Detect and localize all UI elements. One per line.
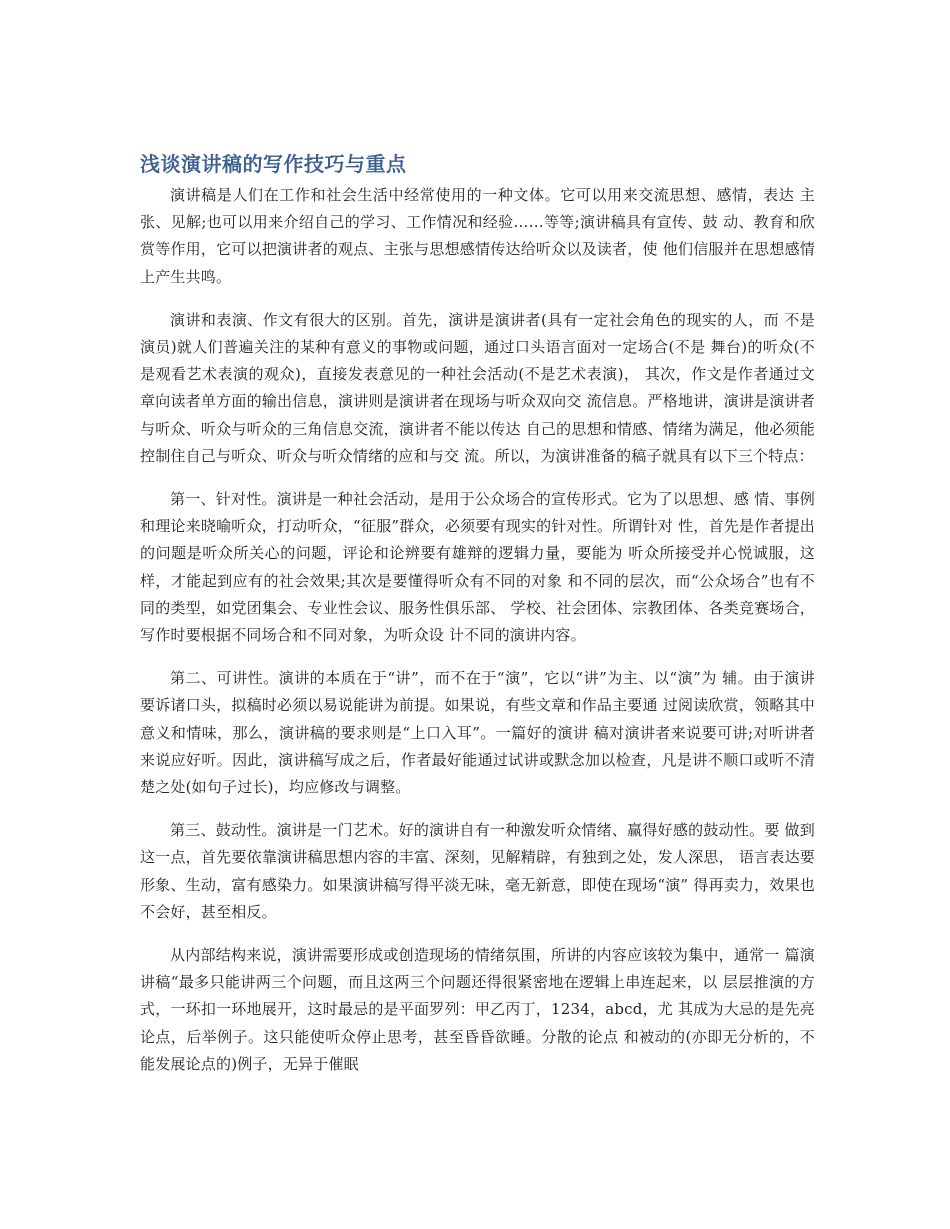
paragraph-structure: 从内部结构来说，演讲需要形成或创造现场的情绪氛围，所讲的内容应该较为集中，通常一 篇演讲稿“最多只能讲两三个问题，而且这两三个问题还得很紧密地在逻辑上串连起来，以 层层推演的方式，一环扣一环地展开，这时最忌的是平面罗列：甲乙丙丁，1234，abcd，尤 其成为大忌的是先亮论点，后举例子。这只能使听众停止思考，甚至昏昏欲睡。分散的论点 和被动的(亦即无分析的，不能发展论点的)例子，无异于催眠 xyxy=(140,946,815,1073)
document-body xyxy=(140,150,815,1094)
paragraph-difference: 演讲和表演、作文有很大的区别。首先，演讲是演讲者(具有一定社会角色的现实的人，而 不是演员)就人们普遍关注的某种有意义的事物或问题，通过口头语言面对一定场合(不是 舞台)的听众(不是观看艺术表演的观众)，直接发表意见的一种社会活动(不是艺术表演)， 其次，作文是作者通过文章向读者单方面的输出信息，演讲则是演讲者在现场与听众双向交 流信息。严格地讲，演讲是演讲者与听众、听众与听众的三角信息交流，演讲者不能以传达 自己的思想和情感、情绪为满足，他必须能控制住自己与听众、听众与听众情绪的应和与交 流。所以，为演讲准备的稿子就具有以下三个特点： xyxy=(140,310,815,465)
paragraph-inspiration: 第三、鼓动性。演讲是一门艺术。好的演讲自有一种激发听众情绪、赢得好感的鼓动性。要 做到这一点，首先要依靠演讲稿思想内容的丰富、深刻，见解精辟，有独到之处，发人深思， 语言表达要形象、生动，富有感染力。如果演讲稿写得平淡无味，毫无新意，即使在现场“演” 得再卖力，效果也不会好，甚至相反。 xyxy=(140,821,815,921)
paragraph-speakability: 第二、可讲性。演讲的本质在于“讲”，而不在于“演”，它以“讲”为主、以“演”为 辅。由于演讲要诉诸口头，拟稿时必须以易说能讲为前提。如果说，有些文章和作品主要通 过阅读欣赏，领略其中意义和情味，那么，演讲稿的要求则是“上口入耳”。一篇好的演讲 稿对演讲者来说要可讲;对听讲者来说应好听。因此，演讲稿写成之后，作者最好能通过试讲或默念加以检查，凡是讲不顺口或听不清楚之处(如句子过长)，均应修改与调整。 xyxy=(140,669,815,797)
paragraph-pertinence: 第一、针对性。演讲是一种社会活动，是用于公众场合的宣传形式。它为了以思想、感 情、事例和理论来晓喻听众，打动听众，“征服”群众，必须要有现实的针对性。所谓针对 性，首先是作者提出的问题是听众所关心的问题，评论和论辨要有雄辩的逻辑力量，要能为 听众所接受并心悦诚服，这样，才能起到应有的社会效果;其次是要懂得听众有不同的对象 和不同的层次，而“公众场合”也有不同的类型，如党团集会、专业性会议、服务性俱乐部、 学校、社会团体、宗教团体、各类竞赛场合，写作时要根据不同场合和不同对象，为听众设 计不同的演讲内容。 xyxy=(140,490,815,645)
paragraph-intro: 演讲稿是人们在工作和社会生活中经常使用的一种文体。它可以用来交流思想、感情，表达 主张、见解;也可以用来介绍自己的学习、工作情况和经验……等等;演讲稿具有宣传、鼓 动、教育和欣赏等作用，它可以把演讲者的观点、主张与思想感情传达给听众以及读者，使 他们信服并在思想感情上产生共鸣。 xyxy=(140,186,815,286)
document-title: 浅谈演讲稿的写作技巧与重点 xyxy=(140,152,407,176)
